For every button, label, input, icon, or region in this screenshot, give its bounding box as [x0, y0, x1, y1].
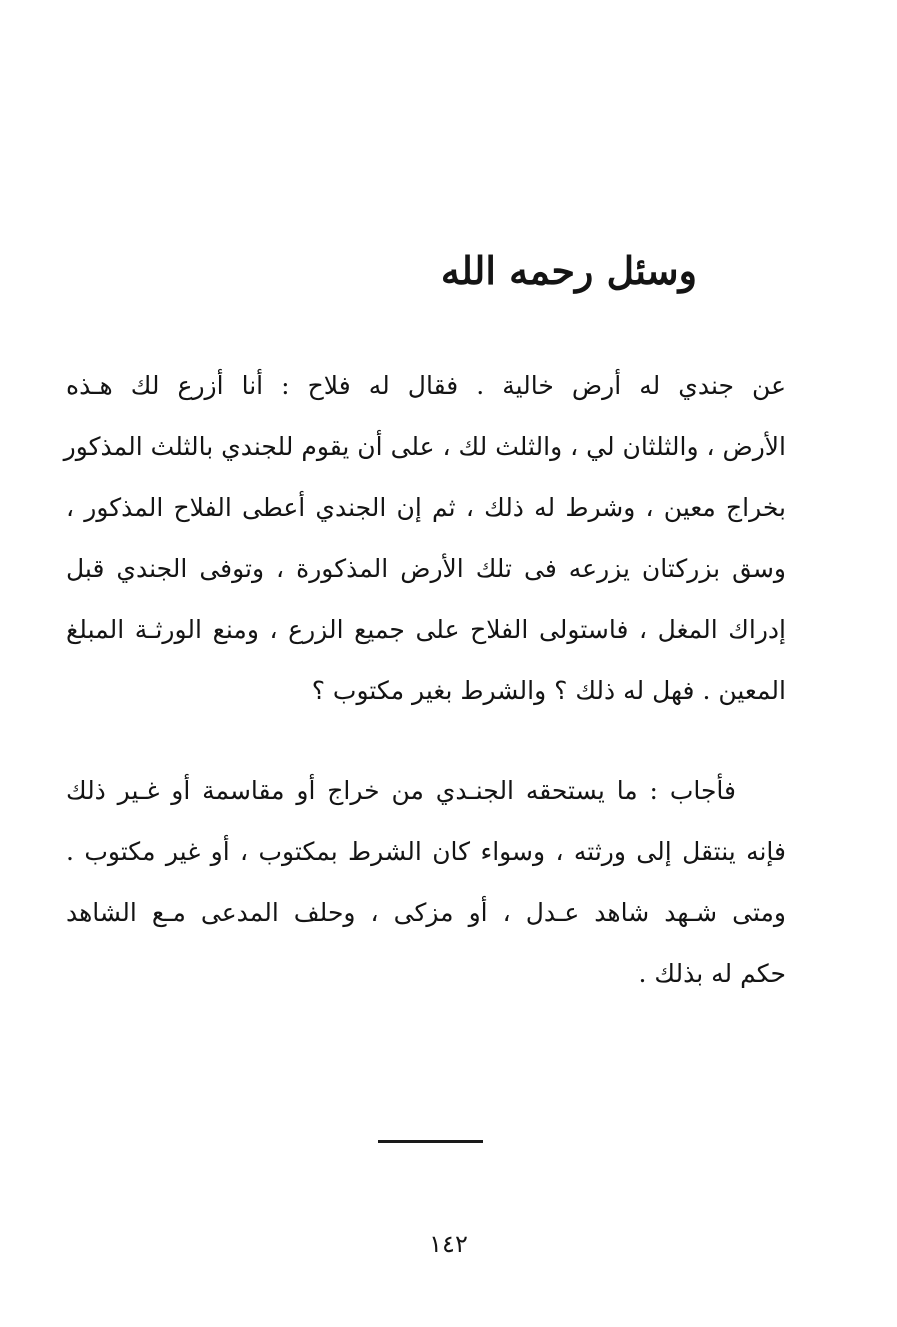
text-line: المعين . فهل له ذلك ؟ والشرط بغير مكتوب ؟	[311, 676, 786, 705]
section-divider	[378, 1140, 483, 1143]
text-line: بخراج معين ، وشرط له ذلك ، ثم إن الجندي أعطى الفلاح المذكور ،	[66, 493, 786, 522]
text-line: فأجاب : ما يستحقه الجنـدي من خراج أو مقاسمة أو غـير ذلك	[66, 776, 736, 805]
text-line: الأرض ، والثلثان لي ، والثلث لك ، على أن يقوم للجندي بالثلث المذكور	[63, 432, 786, 461]
text-line: عن جندي له أرض خالية . فقال له فلاح : أنا أزرع لك هـذه	[66, 371, 786, 400]
text-line: إدراك المغل ، فاستولى الفلاح على جميع الزرع ، ومنع الورثـة المبلغ	[66, 615, 786, 644]
answer-paragraph	[66, 760, 786, 1004]
page-number: ١٤٢	[429, 1230, 468, 1258]
text-line: وسق بزركتان يزرعه فى تلك الأرض المذكورة ، وتوفى الجندي قبل	[66, 554, 786, 583]
text-line: حكم له بذلك .	[638, 959, 786, 988]
question-paragraph	[63, 355, 786, 721]
text-line: ومتى شـهد شاهد عـدل ، أو مزكى ، وحلف المدعى مـع الشاهد	[66, 898, 786, 927]
text-line: فإنه ينتقل إلى ورثته ، وسواء كان الشرط بمكتوب ، أو غير مكتوب .	[66, 837, 786, 866]
section-heading: وسئل رحمه الله	[440, 248, 697, 293]
